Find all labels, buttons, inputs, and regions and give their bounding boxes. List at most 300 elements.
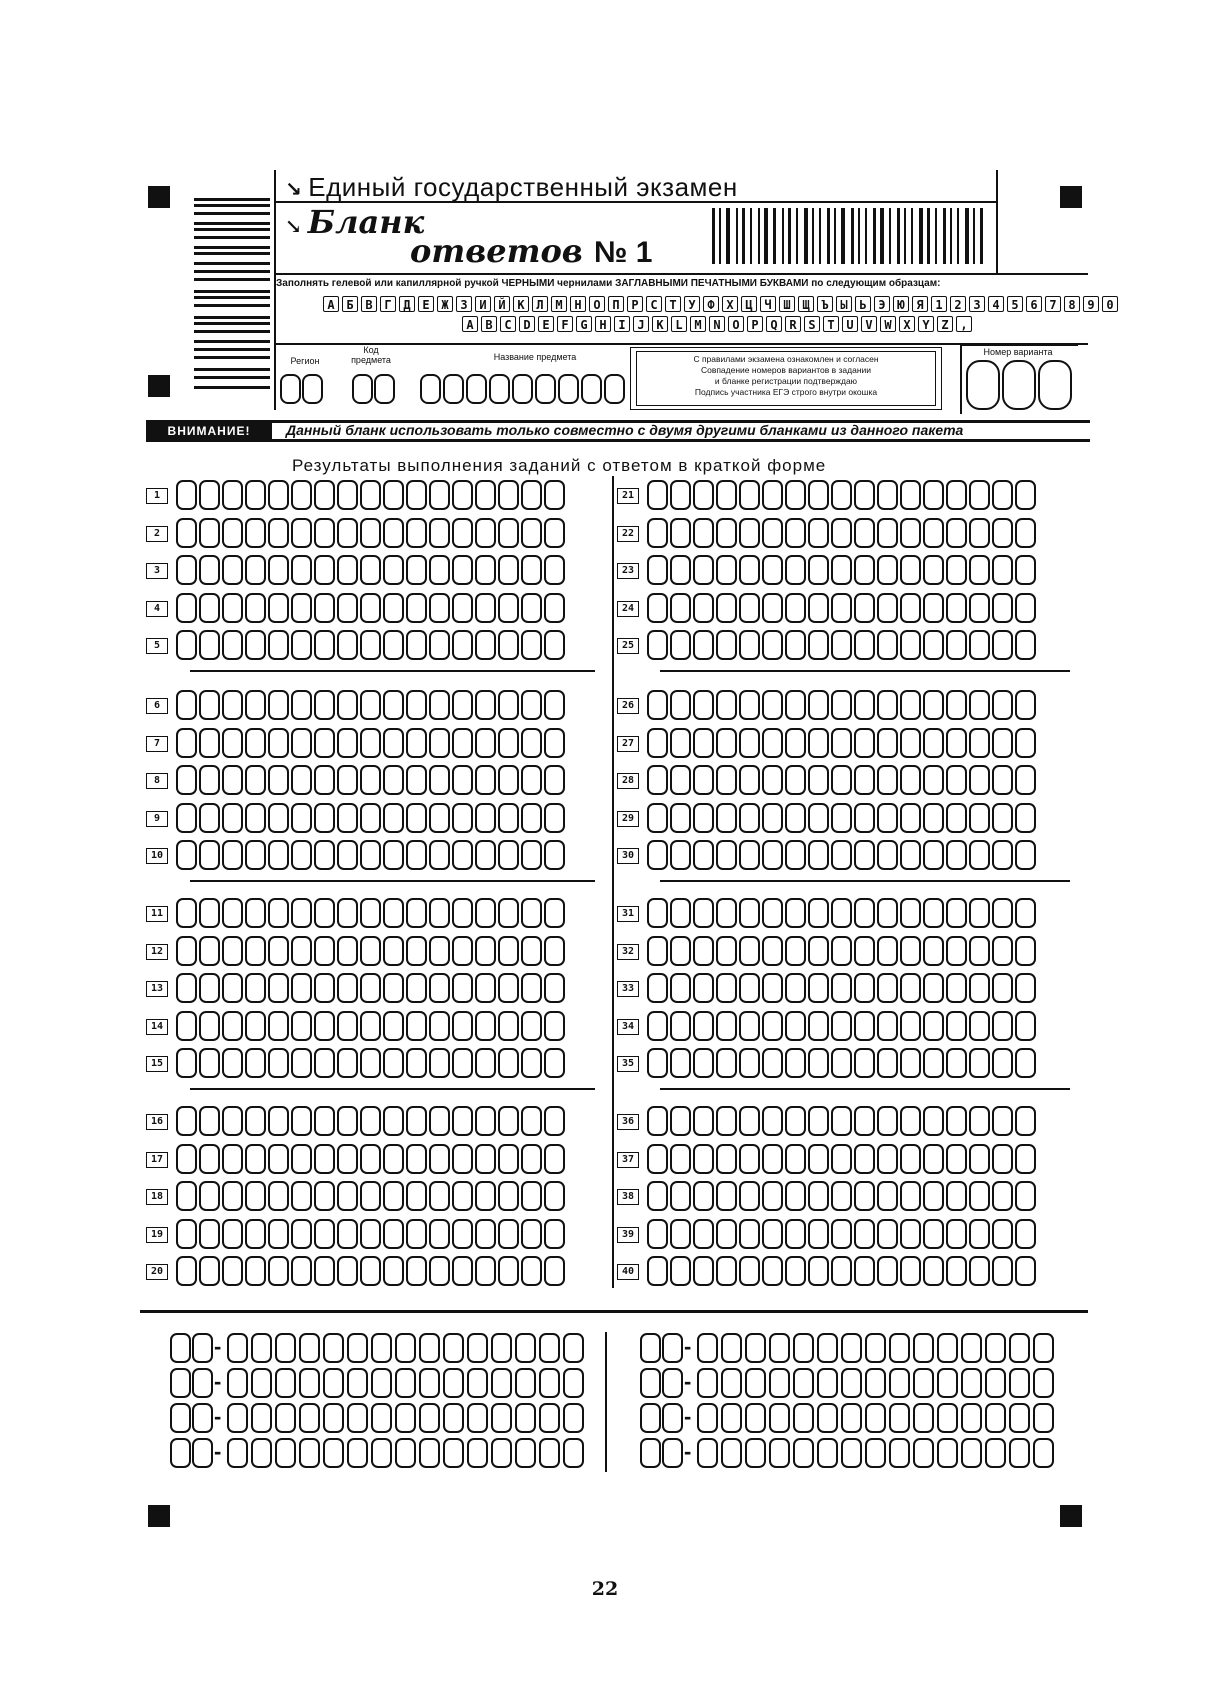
replacement-answer-cell[interactable] bbox=[769, 1333, 790, 1363]
replacement-answer-cell[interactable] bbox=[697, 1333, 718, 1363]
answer-cell[interactable] bbox=[785, 936, 806, 966]
replacement-answer-cell[interactable] bbox=[371, 1368, 392, 1398]
answer-cell[interactable] bbox=[900, 898, 921, 928]
answer-cell[interactable] bbox=[877, 1219, 898, 1249]
answer-cell[interactable] bbox=[831, 973, 852, 1003]
answer-cell[interactable] bbox=[199, 1256, 220, 1286]
answer-cell[interactable] bbox=[762, 1106, 783, 1136]
answer-cell[interactable] bbox=[429, 765, 450, 795]
answer-cell[interactable] bbox=[337, 555, 358, 585]
answer-cell[interactable] bbox=[1015, 765, 1036, 795]
replacement-number-cell[interactable] bbox=[192, 1333, 213, 1363]
answer-cell[interactable] bbox=[475, 936, 496, 966]
answer-cell[interactable] bbox=[383, 630, 404, 660]
answer-cell[interactable] bbox=[176, 690, 197, 720]
answer-cell[interactable] bbox=[222, 480, 243, 510]
answer-cell[interactable] bbox=[199, 555, 220, 585]
answer-cell[interactable] bbox=[992, 1219, 1013, 1249]
answer-cell[interactable] bbox=[475, 630, 496, 660]
answer-cell[interactable] bbox=[785, 1048, 806, 1078]
answer-cell[interactable] bbox=[337, 936, 358, 966]
answer-cell[interactable] bbox=[452, 480, 473, 510]
answer-cell[interactable] bbox=[946, 1219, 967, 1249]
answer-cell[interactable] bbox=[360, 1219, 381, 1249]
answer-cell[interactable] bbox=[452, 518, 473, 548]
answer-cell[interactable] bbox=[739, 1181, 760, 1211]
answer-cell[interactable] bbox=[544, 898, 565, 928]
replacement-number-cell[interactable] bbox=[192, 1438, 213, 1468]
answer-cell[interactable] bbox=[808, 1144, 829, 1174]
answer-cell[interactable] bbox=[785, 1219, 806, 1249]
answer-cell[interactable] bbox=[291, 840, 312, 870]
answer-cell[interactable] bbox=[877, 1011, 898, 1041]
answer-cell[interactable] bbox=[877, 765, 898, 795]
answer-cell[interactable] bbox=[360, 973, 381, 1003]
replacement-answer-cell[interactable] bbox=[563, 1438, 584, 1468]
replacement-answer-cell[interactable] bbox=[443, 1403, 464, 1433]
answer-cell[interactable] bbox=[877, 555, 898, 585]
answer-cell[interactable] bbox=[877, 1181, 898, 1211]
answer-cell[interactable] bbox=[877, 936, 898, 966]
answer-cell[interactable] bbox=[291, 1181, 312, 1211]
answer-cell[interactable] bbox=[946, 480, 967, 510]
answer-cell[interactable] bbox=[785, 1181, 806, 1211]
answer-cell[interactable] bbox=[521, 803, 542, 833]
answer-cell[interactable] bbox=[647, 1256, 668, 1286]
answer-cell[interactable] bbox=[544, 973, 565, 1003]
answer-cell[interactable] bbox=[360, 936, 381, 966]
answer-cell[interactable] bbox=[360, 1011, 381, 1041]
answer-cell[interactable] bbox=[383, 1219, 404, 1249]
answer-cell[interactable] bbox=[222, 973, 243, 1003]
answer-cell[interactable] bbox=[831, 1219, 852, 1249]
answer-cell[interactable] bbox=[521, 765, 542, 795]
replacement-answer-cell[interactable] bbox=[937, 1368, 958, 1398]
answer-cell[interactable] bbox=[383, 840, 404, 870]
answer-cell[interactable] bbox=[647, 765, 668, 795]
replacement-answer-cell[interactable] bbox=[563, 1368, 584, 1398]
answer-cell[interactable] bbox=[670, 1181, 691, 1211]
answer-cell[interactable] bbox=[831, 1011, 852, 1041]
answer-cell[interactable] bbox=[452, 803, 473, 833]
answer-cell[interactable] bbox=[762, 803, 783, 833]
answer-cell[interactable] bbox=[670, 1144, 691, 1174]
answer-cell[interactable] bbox=[429, 630, 450, 660]
answer-cell[interactable] bbox=[475, 1106, 496, 1136]
answer-cell[interactable] bbox=[268, 973, 289, 1003]
replacement-answer-cell[interactable] bbox=[1033, 1333, 1054, 1363]
replacement-answer-cell[interactable] bbox=[817, 1333, 838, 1363]
answer-cell[interactable] bbox=[452, 1048, 473, 1078]
answer-cell[interactable] bbox=[199, 1181, 220, 1211]
answer-cell[interactable] bbox=[429, 973, 450, 1003]
replacement-answer-cell[interactable] bbox=[961, 1333, 982, 1363]
answer-cell[interactable] bbox=[739, 1106, 760, 1136]
replacement-answer-cell[interactable] bbox=[467, 1438, 488, 1468]
answer-cell[interactable] bbox=[475, 803, 496, 833]
answer-cell[interactable] bbox=[429, 1144, 450, 1174]
answer-cell[interactable] bbox=[314, 728, 335, 758]
answer-cell[interactable] bbox=[383, 973, 404, 1003]
answer-cell[interactable] bbox=[360, 765, 381, 795]
replacement-number-cell[interactable] bbox=[640, 1333, 661, 1363]
answer-cell[interactable] bbox=[854, 630, 875, 660]
answer-cell[interactable] bbox=[452, 936, 473, 966]
answer-cell[interactable] bbox=[877, 1106, 898, 1136]
answer-cell[interactable] bbox=[521, 690, 542, 720]
answer-cell[interactable] bbox=[199, 480, 220, 510]
answer-cell[interactable] bbox=[1015, 1144, 1036, 1174]
subject-name-box[interactable] bbox=[489, 374, 510, 404]
answer-cell[interactable] bbox=[360, 1256, 381, 1286]
answer-cell[interactable] bbox=[406, 1106, 427, 1136]
replacement-answer-cell[interactable] bbox=[371, 1438, 392, 1468]
answer-cell[interactable] bbox=[498, 480, 519, 510]
answer-cell[interactable] bbox=[475, 480, 496, 510]
answer-cell[interactable] bbox=[383, 593, 404, 623]
answer-cell[interactable] bbox=[808, 593, 829, 623]
answer-cell[interactable] bbox=[475, 1181, 496, 1211]
answer-cell[interactable] bbox=[222, 765, 243, 795]
replacement-answer-cell[interactable] bbox=[913, 1333, 934, 1363]
answer-cell[interactable] bbox=[383, 1256, 404, 1286]
answer-cell[interactable] bbox=[762, 593, 783, 623]
answer-cell[interactable] bbox=[693, 765, 714, 795]
answer-cell[interactable] bbox=[406, 803, 427, 833]
answer-cell[interactable] bbox=[969, 803, 990, 833]
answer-cell[interactable] bbox=[900, 728, 921, 758]
answer-cell[interactable] bbox=[314, 1256, 335, 1286]
answer-cell[interactable] bbox=[808, 630, 829, 660]
answer-cell[interactable] bbox=[693, 728, 714, 758]
answer-cell[interactable] bbox=[429, 728, 450, 758]
answer-cell[interactable] bbox=[1015, 898, 1036, 928]
variant-box[interactable] bbox=[1002, 360, 1036, 410]
answer-cell[interactable] bbox=[762, 728, 783, 758]
replacement-answer-cell[interactable] bbox=[985, 1368, 1006, 1398]
answer-cell[interactable] bbox=[647, 1011, 668, 1041]
answer-cell[interactable] bbox=[314, 480, 335, 510]
answer-cell[interactable] bbox=[785, 1106, 806, 1136]
answer-cell[interactable] bbox=[406, 898, 427, 928]
answer-cell[interactable] bbox=[406, 1181, 427, 1211]
answer-cell[interactable] bbox=[521, 1181, 542, 1211]
answer-cell[interactable] bbox=[291, 936, 312, 966]
answer-cell[interactable] bbox=[854, 1011, 875, 1041]
answer-cell[interactable] bbox=[670, 630, 691, 660]
answer-cell[interactable] bbox=[831, 840, 852, 870]
answer-cell[interactable] bbox=[521, 936, 542, 966]
answer-cell[interactable] bbox=[199, 630, 220, 660]
replacement-answer-cell[interactable] bbox=[1009, 1368, 1030, 1398]
answer-cell[interactable] bbox=[314, 803, 335, 833]
answer-cell[interactable] bbox=[383, 728, 404, 758]
answer-cell[interactable] bbox=[716, 630, 737, 660]
answer-cell[interactable] bbox=[1015, 728, 1036, 758]
answer-cell[interactable] bbox=[877, 593, 898, 623]
replacement-answer-cell[interactable] bbox=[299, 1368, 320, 1398]
answer-cell[interactable] bbox=[337, 1181, 358, 1211]
replacement-answer-cell[interactable] bbox=[817, 1438, 838, 1468]
answer-cell[interactable] bbox=[544, 518, 565, 548]
answer-cell[interactable] bbox=[923, 1048, 944, 1078]
subject-name-box[interactable] bbox=[512, 374, 533, 404]
answer-cell[interactable] bbox=[521, 973, 542, 1003]
answer-cell[interactable] bbox=[716, 690, 737, 720]
answer-cell[interactable] bbox=[406, 765, 427, 795]
answer-cell[interactable] bbox=[854, 518, 875, 548]
answer-cell[interactable] bbox=[406, 555, 427, 585]
answer-cell[interactable] bbox=[337, 973, 358, 1003]
replacement-answer-cell[interactable] bbox=[697, 1438, 718, 1468]
answer-cell[interactable] bbox=[268, 1219, 289, 1249]
answer-cell[interactable] bbox=[808, 1256, 829, 1286]
answer-cell[interactable] bbox=[498, 1106, 519, 1136]
answer-cell[interactable] bbox=[969, 630, 990, 660]
answer-cell[interactable] bbox=[900, 480, 921, 510]
answer-cell[interactable] bbox=[245, 765, 266, 795]
answer-cell[interactable] bbox=[176, 1181, 197, 1211]
answer-cell[interactable] bbox=[969, 593, 990, 623]
answer-cell[interactable] bbox=[498, 518, 519, 548]
answer-cell[interactable] bbox=[521, 480, 542, 510]
answer-cell[interactable] bbox=[222, 1181, 243, 1211]
answer-cell[interactable] bbox=[739, 630, 760, 660]
replacement-number-cell[interactable] bbox=[170, 1333, 191, 1363]
answer-cell[interactable] bbox=[854, 1219, 875, 1249]
answer-cell[interactable] bbox=[716, 765, 737, 795]
replacement-answer-cell[interactable] bbox=[1033, 1368, 1054, 1398]
answer-cell[interactable] bbox=[785, 630, 806, 660]
answer-cell[interactable] bbox=[670, 840, 691, 870]
answer-cell[interactable] bbox=[969, 555, 990, 585]
answer-cell[interactable] bbox=[176, 840, 197, 870]
answer-cell[interactable] bbox=[739, 480, 760, 510]
replacement-answer-cell[interactable] bbox=[817, 1368, 838, 1398]
answer-cell[interactable] bbox=[452, 555, 473, 585]
answer-cell[interactable] bbox=[291, 518, 312, 548]
answer-cell[interactable] bbox=[360, 898, 381, 928]
answer-cell[interactable] bbox=[877, 973, 898, 1003]
answer-cell[interactable] bbox=[544, 630, 565, 660]
replacement-answer-cell[interactable] bbox=[491, 1438, 512, 1468]
answer-cell[interactable] bbox=[900, 936, 921, 966]
answer-cell[interactable] bbox=[762, 1219, 783, 1249]
answer-cell[interactable] bbox=[831, 936, 852, 966]
answer-cell[interactable] bbox=[406, 728, 427, 758]
answer-cell[interactable] bbox=[923, 690, 944, 720]
answer-cell[interactable] bbox=[900, 1011, 921, 1041]
answer-cell[interactable] bbox=[946, 555, 967, 585]
answer-cell[interactable] bbox=[544, 1256, 565, 1286]
answer-cell[interactable] bbox=[900, 840, 921, 870]
answer-cell[interactable] bbox=[923, 898, 944, 928]
replacement-answer-cell[interactable] bbox=[745, 1368, 766, 1398]
answer-cell[interactable] bbox=[854, 1256, 875, 1286]
answer-cell[interactable] bbox=[521, 1048, 542, 1078]
answer-cell[interactable] bbox=[1015, 803, 1036, 833]
answer-cell[interactable] bbox=[245, 593, 266, 623]
replacement-answer-cell[interactable] bbox=[251, 1403, 272, 1433]
answer-cell[interactable] bbox=[877, 840, 898, 870]
answer-cell[interactable] bbox=[877, 630, 898, 660]
answer-cell[interactable] bbox=[831, 1106, 852, 1136]
replacement-answer-cell[interactable] bbox=[937, 1438, 958, 1468]
replacement-number-cell[interactable] bbox=[192, 1368, 213, 1398]
answer-cell[interactable] bbox=[762, 1256, 783, 1286]
answer-cell[interactable] bbox=[647, 555, 668, 585]
replacement-number-cell[interactable] bbox=[640, 1438, 661, 1468]
answer-cell[interactable] bbox=[693, 630, 714, 660]
replacement-answer-cell[interactable] bbox=[841, 1368, 862, 1398]
replacement-number-cell[interactable] bbox=[662, 1368, 683, 1398]
answer-cell[interactable] bbox=[360, 480, 381, 510]
answer-cell[interactable] bbox=[854, 765, 875, 795]
answer-cell[interactable] bbox=[877, 728, 898, 758]
replacement-answer-cell[interactable] bbox=[985, 1438, 1006, 1468]
answer-cell[interactable] bbox=[739, 1219, 760, 1249]
answer-cell[interactable] bbox=[762, 1144, 783, 1174]
answer-cell[interactable] bbox=[314, 973, 335, 1003]
answer-cell[interactable] bbox=[785, 1256, 806, 1286]
answer-cell[interactable] bbox=[992, 1011, 1013, 1041]
answer-cell[interactable] bbox=[854, 728, 875, 758]
answer-cell[interactable] bbox=[291, 898, 312, 928]
answer-cell[interactable] bbox=[222, 840, 243, 870]
answer-cell[interactable] bbox=[739, 1011, 760, 1041]
answer-cell[interactable] bbox=[544, 765, 565, 795]
answer-cell[interactable] bbox=[314, 765, 335, 795]
answer-cell[interactable] bbox=[992, 840, 1013, 870]
answer-cell[interactable] bbox=[693, 936, 714, 966]
answer-cell[interactable] bbox=[498, 936, 519, 966]
answer-cell[interactable] bbox=[222, 1256, 243, 1286]
answer-cell[interactable] bbox=[452, 840, 473, 870]
answer-cell[interactable] bbox=[831, 898, 852, 928]
answer-cell[interactable] bbox=[739, 593, 760, 623]
answer-cell[interactable] bbox=[337, 765, 358, 795]
answer-cell[interactable] bbox=[176, 1256, 197, 1286]
answer-cell[interactable] bbox=[762, 1048, 783, 1078]
answer-cell[interactable] bbox=[245, 1144, 266, 1174]
answer-cell[interactable] bbox=[176, 480, 197, 510]
replacement-number-cell[interactable] bbox=[640, 1403, 661, 1433]
replacement-answer-cell[interactable] bbox=[841, 1333, 862, 1363]
answer-cell[interactable] bbox=[245, 1048, 266, 1078]
answer-cell[interactable] bbox=[1015, 973, 1036, 1003]
answer-cell[interactable] bbox=[314, 1144, 335, 1174]
answer-cell[interactable] bbox=[831, 690, 852, 720]
answer-cell[interactable] bbox=[475, 728, 496, 758]
replacement-answer-cell[interactable] bbox=[323, 1403, 344, 1433]
answer-cell[interactable] bbox=[969, 1011, 990, 1041]
answer-cell[interactable] bbox=[268, 898, 289, 928]
subject-name-box[interactable] bbox=[466, 374, 487, 404]
answer-cell[interactable] bbox=[222, 630, 243, 660]
answer-cell[interactable] bbox=[992, 898, 1013, 928]
answer-cell[interactable] bbox=[900, 765, 921, 795]
answer-cell[interactable] bbox=[808, 765, 829, 795]
answer-cell[interactable] bbox=[762, 898, 783, 928]
answer-cell[interactable] bbox=[923, 728, 944, 758]
answer-cell[interactable] bbox=[406, 1219, 427, 1249]
answer-cell[interactable] bbox=[716, 1144, 737, 1174]
answer-cell[interactable] bbox=[245, 1181, 266, 1211]
answer-cell[interactable] bbox=[222, 1048, 243, 1078]
answer-cell[interactable] bbox=[739, 1144, 760, 1174]
replacement-answer-cell[interactable] bbox=[745, 1438, 766, 1468]
answer-cell[interactable] bbox=[245, 840, 266, 870]
answer-cell[interactable] bbox=[314, 936, 335, 966]
answer-cell[interactable] bbox=[452, 1219, 473, 1249]
answer-cell[interactable] bbox=[268, 555, 289, 585]
answer-cell[interactable] bbox=[739, 555, 760, 585]
replacement-answer-cell[interactable] bbox=[515, 1333, 536, 1363]
answer-cell[interactable] bbox=[923, 1181, 944, 1211]
answer-cell[interactable] bbox=[291, 480, 312, 510]
answer-cell[interactable] bbox=[647, 728, 668, 758]
answer-cell[interactable] bbox=[969, 840, 990, 870]
answer-cell[interactable] bbox=[808, 518, 829, 548]
answer-cell[interactable] bbox=[831, 1144, 852, 1174]
answer-cell[interactable] bbox=[452, 593, 473, 623]
answer-cell[interactable] bbox=[831, 803, 852, 833]
answer-cell[interactable] bbox=[670, 593, 691, 623]
answer-cell[interactable] bbox=[808, 973, 829, 1003]
replacement-answer-cell[interactable] bbox=[515, 1438, 536, 1468]
answer-cell[interactable] bbox=[498, 593, 519, 623]
answer-cell[interactable] bbox=[854, 840, 875, 870]
answer-cell[interactable] bbox=[199, 593, 220, 623]
answer-cell[interactable] bbox=[831, 518, 852, 548]
answer-cell[interactable] bbox=[429, 593, 450, 623]
answer-cell[interactable] bbox=[670, 518, 691, 548]
replacement-answer-cell[interactable] bbox=[419, 1333, 440, 1363]
answer-cell[interactable] bbox=[647, 1048, 668, 1078]
answer-cell[interactable] bbox=[544, 1219, 565, 1249]
answer-cell[interactable] bbox=[992, 1181, 1013, 1211]
answer-cell[interactable] bbox=[923, 1219, 944, 1249]
answer-cell[interactable] bbox=[831, 1048, 852, 1078]
answer-cell[interactable] bbox=[831, 728, 852, 758]
answer-cell[interactable] bbox=[291, 593, 312, 623]
answer-cell[interactable] bbox=[854, 1048, 875, 1078]
answer-cell[interactable] bbox=[923, 765, 944, 795]
answer-cell[interactable] bbox=[854, 973, 875, 1003]
answer-cell[interactable] bbox=[923, 1106, 944, 1136]
answer-cell[interactable] bbox=[337, 480, 358, 510]
answer-cell[interactable] bbox=[475, 1048, 496, 1078]
answer-cell[interactable] bbox=[199, 803, 220, 833]
answer-cell[interactable] bbox=[900, 1256, 921, 1286]
answer-cell[interactable] bbox=[762, 630, 783, 660]
variant-box[interactable] bbox=[966, 360, 1000, 410]
answer-cell[interactable] bbox=[693, 555, 714, 585]
replacement-answer-cell[interactable] bbox=[419, 1403, 440, 1433]
answer-cell[interactable] bbox=[245, 555, 266, 585]
answer-cell[interactable] bbox=[268, 1181, 289, 1211]
answer-cell[interactable] bbox=[268, 1106, 289, 1136]
replacement-answer-cell[interactable] bbox=[793, 1403, 814, 1433]
answer-cell[interactable] bbox=[670, 898, 691, 928]
answer-cell[interactable] bbox=[245, 1011, 266, 1041]
answer-cell[interactable] bbox=[670, 1106, 691, 1136]
answer-cell[interactable] bbox=[716, 840, 737, 870]
answer-cell[interactable] bbox=[716, 728, 737, 758]
replacement-answer-cell[interactable] bbox=[395, 1333, 416, 1363]
answer-cell[interactable] bbox=[670, 690, 691, 720]
answer-cell[interactable] bbox=[854, 936, 875, 966]
